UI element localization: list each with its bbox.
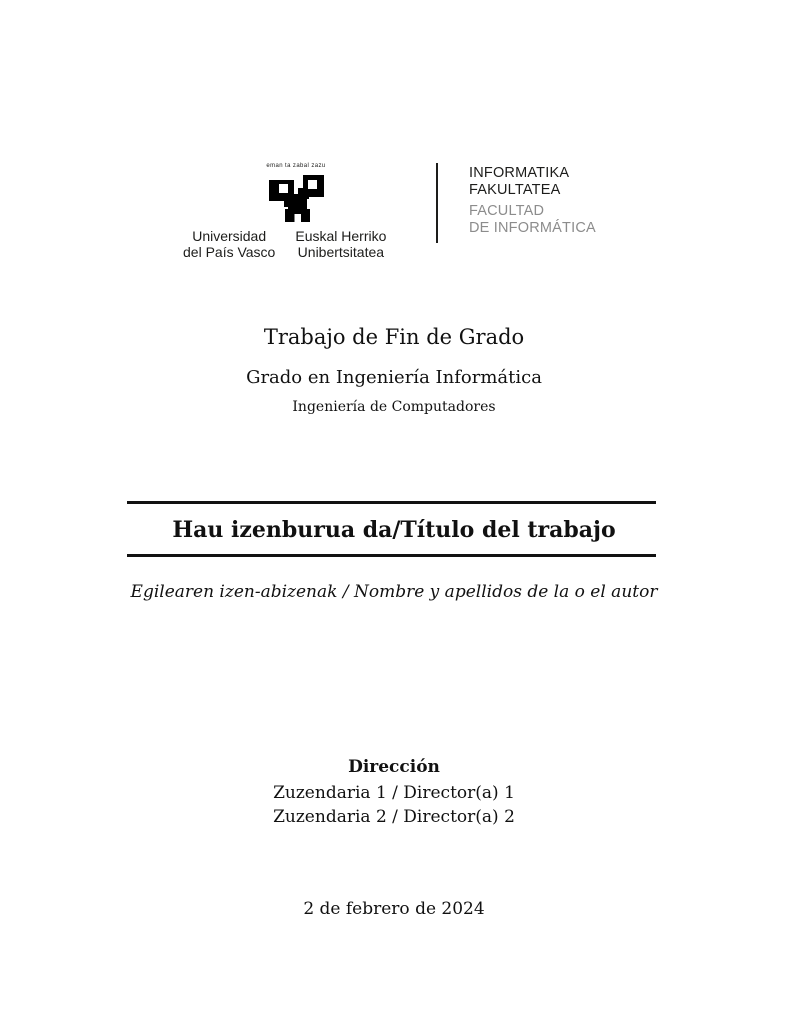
university-name-es-line2: del País Vasco <box>183 244 276 260</box>
upv-ehu-logo-icon <box>263 171 331 225</box>
date: 2 de febrero de 2024 <box>303 899 485 919</box>
university-name-eu-line2: Unibertsitatea <box>297 244 385 260</box>
university-names <box>183 228 386 260</box>
direction-section <box>0 755 788 829</box>
degree-title: Grado en Ingeniería Informática <box>246 367 542 388</box>
faculty-name-es-line2: DE INFORMÁTICA <box>469 220 596 236</box>
specialty-title: Ingeniería de Computadores <box>292 399 496 415</box>
faculty-name-es-line1: FACULTAD <box>469 203 545 219</box>
faculty-name-eu-line2: FAKULTATEA <box>469 182 561 198</box>
work-title: Hau izenburua da/Título del trabajo <box>172 517 616 543</box>
title-rule-top <box>127 501 656 504</box>
direction-heading: Dirección <box>348 757 440 777</box>
university-name-spanish <box>183 228 275 260</box>
faculty-name-block <box>469 165 596 237</box>
title-rule-bottom <box>127 554 656 557</box>
university-name-eu-line1: Euskal Herriko <box>295 228 387 244</box>
supervisor-line-1: Zuzendaria 1 / Director(a) 1 <box>273 783 515 803</box>
faculty-name-eu-line1: INFORMATIKA <box>469 165 570 181</box>
logo-motto: eman ta zabal zazu <box>266 163 326 169</box>
university-name-basque <box>295 228 386 260</box>
author-placeholder: Egilearen izen-abizenak / Nombre y apellidos de la o el autor <box>130 582 658 602</box>
header-divider <box>436 163 438 243</box>
document-type-title: Trabajo de Fin de Grado <box>263 325 525 349</box>
university-name-es-line1: Universidad <box>192 228 267 244</box>
supervisor-line-2: Zuzendaria 2 / Director(a) 2 <box>273 807 515 827</box>
